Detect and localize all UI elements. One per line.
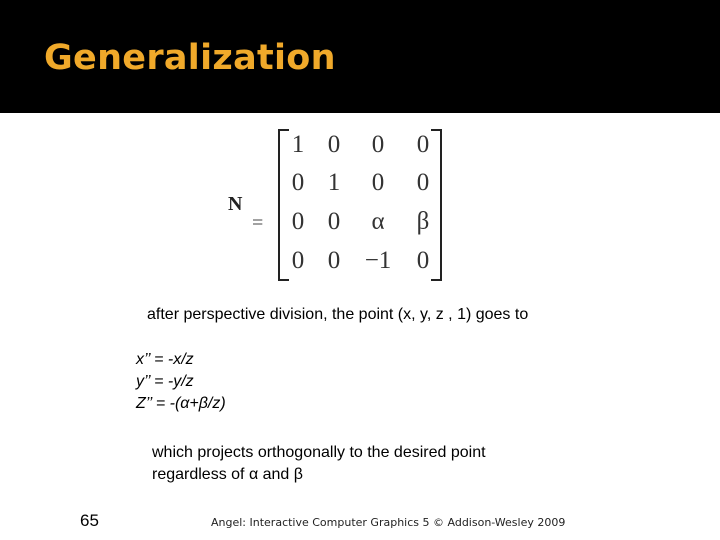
equation-line: Z’’ = -(α+β/z) (136, 395, 226, 412)
slide-title: Generalization (44, 38, 336, 78)
matrix-label: N (228, 193, 243, 215)
matrix-cell: 0 (371, 169, 385, 196)
intro-text: after perspective division, the point (x, y, z , 1) goes to (147, 306, 529, 323)
matrix-cell: 0 (327, 247, 341, 274)
matrix-cell: 0 (291, 208, 305, 235)
matrix-cell: α (371, 208, 385, 235)
matrix-cell: 0 (416, 169, 430, 196)
title-bar (0, 0, 720, 113)
matrix-cell: 1 (291, 131, 305, 158)
conclusion-text-line2: regardless of α and β (152, 466, 303, 483)
matrix-cell: 0 (327, 208, 341, 235)
matrix-cell: 0 (416, 247, 430, 274)
footer-credit: Angel: Interactive Computer Graphics 5 © Addison-Wesley 2009 (211, 516, 566, 529)
equation-line: y’’ = -y/z (136, 373, 194, 390)
equation-line: x’’ = -x/z (136, 351, 194, 368)
matrix-cell: 0 (327, 131, 341, 158)
matrix-cell: 1 (327, 169, 341, 196)
slide-number: 65 (80, 511, 99, 530)
equals-sign: = (252, 212, 264, 234)
matrix-cell: 0 (291, 169, 305, 196)
matrix-cell: −1 (364, 247, 392, 274)
matrix-cell: 0 (371, 131, 385, 158)
matrix-cell: β (416, 208, 430, 235)
matrix-cell: 0 (416, 131, 430, 158)
matrix-cell: 0 (291, 247, 305, 274)
conclusion-text-line1: which projects orthogonally to the desired point (152, 444, 486, 461)
